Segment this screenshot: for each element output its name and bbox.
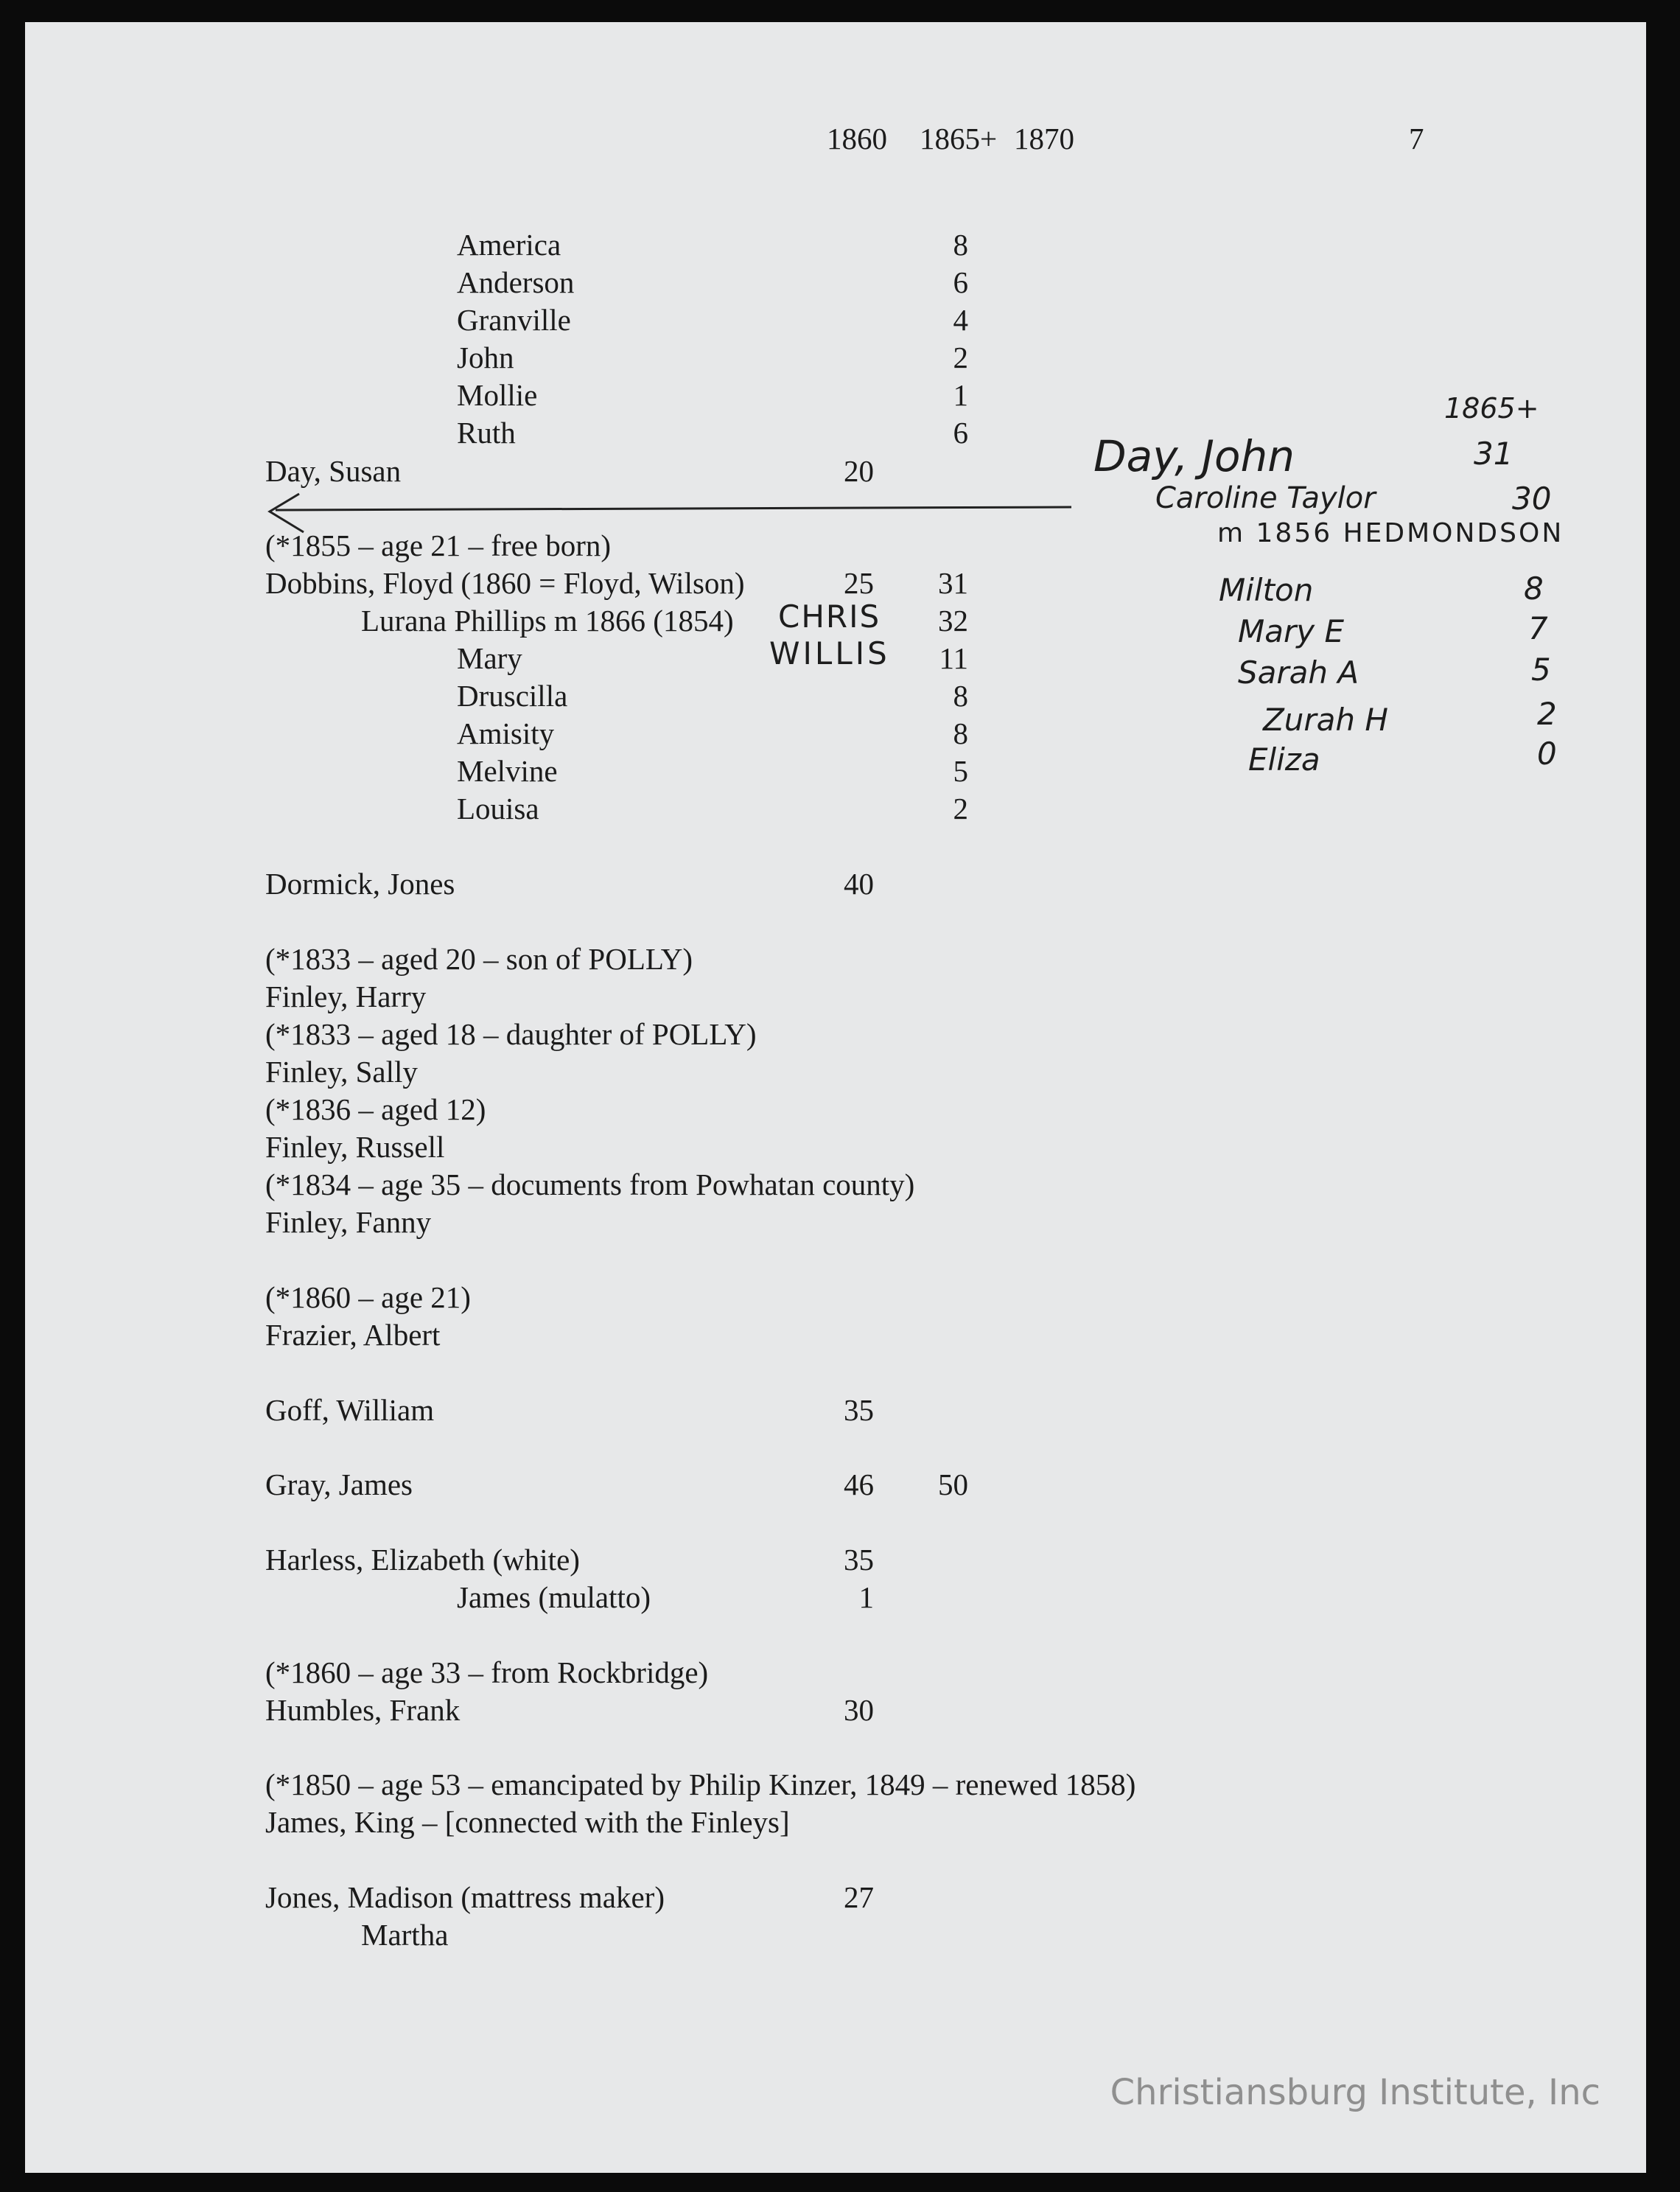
entry-name: (*1833 – aged 18 – daughter of POLLY) (265, 1017, 757, 1051)
entry-name: (*1833 – aged 20 – son of POLLY) (265, 942, 693, 976)
value-1860: 35 (844, 1393, 874, 1427)
entry-name: Martha (361, 1918, 449, 1952)
entry-name: (*1860 – age 21) (265, 1280, 471, 1314)
entry-name: Finley, Fanny (265, 1205, 432, 1239)
value-1865: 50 (938, 1467, 968, 1501)
handwritten-willis: WILLIS (769, 635, 890, 671)
entry-name: Melvine (457, 754, 558, 788)
entry-name: Finley, Sally (265, 1055, 418, 1089)
hw-entry-value: 7 (1528, 610, 1548, 646)
hw-entry-name: Mary E (1238, 613, 1344, 649)
value-1865: 2 (953, 792, 968, 826)
value-1865: 11 (939, 641, 968, 675)
entry-name: Anderson (457, 265, 575, 299)
entry-name: Gray, James (265, 1467, 413, 1501)
hw-entry-value: 8 (1524, 570, 1544, 607)
hw-entry-name: Day, John (1093, 431, 1295, 481)
hw-entry-name: Caroline Taylor (1155, 481, 1376, 515)
column-header-1865: 1865+ (920, 122, 998, 156)
value-1865: 31 (938, 566, 968, 600)
entry-name: John (457, 341, 514, 374)
value-1865: 8 (953, 716, 968, 750)
value-1860: 27 (844, 1880, 874, 1914)
entry-name: (*1850 – age 53 – emancipated by Philip Kinzer, 1849 – renewed 1858) (265, 1767, 1136, 1801)
hw-entry-name: Milton (1219, 572, 1314, 608)
entry-name: Harless, Elizabeth (white) (265, 1543, 580, 1577)
entry-name: Mollie (457, 378, 538, 412)
entry-name: James (mulatto) (457, 1580, 651, 1614)
arrow-icon (25, 22, 1646, 2173)
hw-entry-name: Sarah A (1238, 655, 1359, 691)
column-header-1870: 1870 (1014, 122, 1074, 156)
entry-name: Granville (457, 303, 571, 337)
handwritten-header: 1865+ (1444, 392, 1539, 425)
value-1865: 6 (953, 416, 968, 450)
entry-name: Frazier, Albert (265, 1318, 441, 1352)
entry-name: Jones, Madison (mattress maker) (265, 1880, 665, 1914)
value-1865: 8 (953, 679, 968, 713)
hw-entry-name: Zurah H (1263, 702, 1388, 738)
hw-entry-name: Eliza (1248, 741, 1320, 778)
value-1860: 46 (844, 1467, 874, 1501)
entry-name: Louisa (457, 792, 539, 826)
value-1860: 1 (858, 1580, 874, 1614)
value-1860: 20 (844, 454, 874, 488)
entry-name: Amisity (457, 716, 555, 750)
page-number: 7 (1409, 122, 1424, 156)
handwritten-chris: CHRIS (778, 598, 881, 635)
entry-name: Finley, Harry (265, 980, 427, 1013)
entry-name: Mary (457, 641, 522, 675)
entry-name: Dobbins, Floyd (1860 = Floyd, Wilson) (265, 566, 745, 600)
value-1860: 35 (844, 1543, 874, 1577)
value-1865: 1 (953, 378, 968, 412)
value-1865: 32 (938, 604, 968, 638)
entry-name: America (457, 228, 561, 262)
entry-name: Finley, Russell (265, 1130, 445, 1164)
entry-name: (*1860 – age 33 – from Rockbridge) (265, 1655, 709, 1689)
entry-name: Lurana Phillips m 1866 (1854) (361, 604, 734, 638)
document-page (25, 22, 1646, 2173)
entry-name: Day, Susan (265, 454, 402, 488)
value-1865: 4 (953, 303, 968, 337)
value-1865: 5 (953, 754, 968, 788)
hw-entry-name: m 1856 HEDMONDSON (1217, 518, 1564, 548)
entry-name: (*1855 – age 21 – free born) (265, 528, 612, 562)
column-header-1860: 1860 (827, 122, 887, 156)
hw-entry-value: 2 (1537, 696, 1557, 732)
value-1860: 25 (844, 566, 874, 600)
entry-name: Humbles, Frank (265, 1693, 461, 1727)
hw-entry-value: 0 (1537, 736, 1557, 772)
entry-name: Dormick, Jones (265, 867, 455, 901)
entry-name: James, King – [connected with the Finleys] (265, 1805, 790, 1839)
value-1860: 40 (844, 867, 874, 901)
hw-entry-value: 5 (1531, 652, 1551, 688)
hw-entry-value: 31 (1474, 436, 1513, 472)
hw-entry-value: 30 (1512, 481, 1552, 517)
value-1865: 6 (953, 265, 968, 299)
value-1860: 30 (844, 1693, 874, 1727)
entry-name: Goff, William (265, 1393, 435, 1427)
entry-name: Ruth (457, 416, 516, 450)
watermark: Christiansburg Institute, Inc (1110, 2072, 1600, 2113)
value-1865: 8 (953, 228, 968, 262)
entry-name: (*1834 – age 35 – documents from Powhatan county) (265, 1167, 915, 1201)
value-1865: 2 (953, 341, 968, 374)
entry-name: Druscilla (457, 679, 568, 713)
entry-name: (*1836 – aged 12) (265, 1092, 486, 1126)
